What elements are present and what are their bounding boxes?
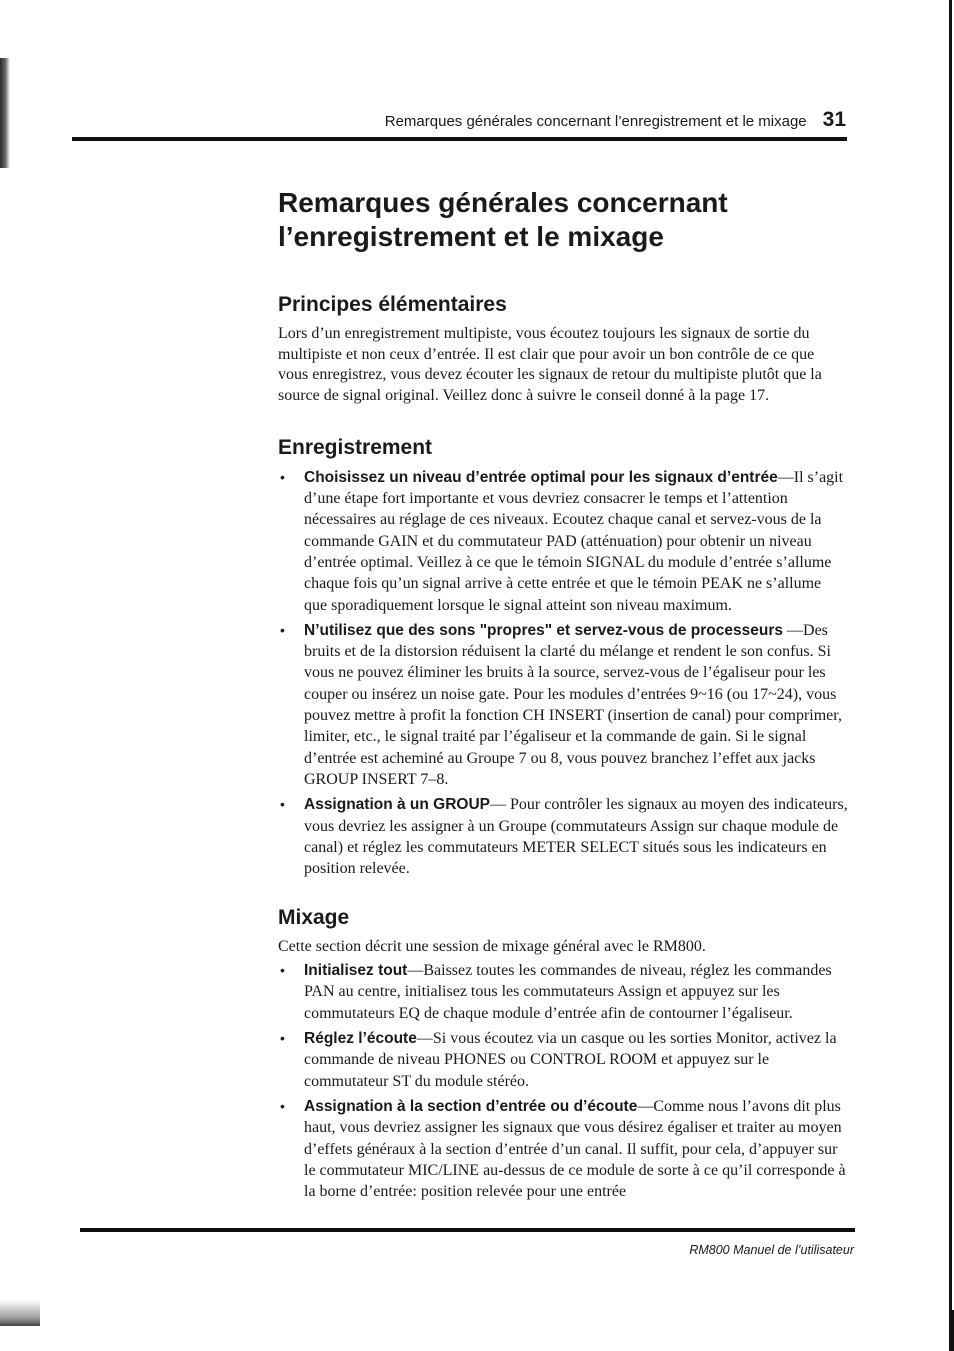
list-item: [278, 1096, 848, 1202]
scan-shadow-left: [0, 58, 10, 168]
list-item-text: —Si vous écoutez via un casque ou les sorties Monitor, activez la commande de niveau PHONES ou CONTROL ROOM et appuyez sur le commutateur ST du module stéréo.: [304, 1030, 837, 1090]
section-intro-mixage: Cette section décrit une session de mixage général avec le RM800.: [278, 938, 706, 956]
bullet-icon: •: [280, 962, 285, 979]
footer-text: RM800 Manuel de l’utilisateur: [689, 1243, 854, 1257]
page-number: 31: [822, 108, 846, 131]
enregistrement-list: [278, 467, 848, 880]
mixage-list: [278, 960, 848, 1202]
running-head-title: Remarques générales concernant l’enregistrement et le mixage: [384, 113, 807, 130]
list-item: [278, 620, 848, 790]
bullet-icon: •: [280, 1030, 285, 1047]
list-item-lead: Initialisez tout: [304, 962, 408, 980]
list-item-text: —Comme nous l’avons dit plus haut, vous devriez assigner les signaux que vous désirez égaliser et traiter au moyen d’effets généraux à la section d’entrée d’un canal. Il suffit, pour cela, d’appuyer sur le commutateur MIC/LINE au-dessus de ce module de sorte à ce qu’il corresponde à la borne d’entrée: position relevée pour une entrée: [304, 1097, 846, 1201]
section-heading-mixage: Mixage: [278, 906, 350, 930]
bullet-icon: •: [280, 468, 285, 485]
page-title-line-2: l’enregistrement et le mixage: [278, 221, 664, 252]
scan-border-right: [949, 0, 952, 1351]
running-head: [300, 108, 846, 132]
list-item-lead: Réglez l’écoute: [304, 1030, 417, 1048]
bullet-icon: •: [280, 621, 285, 638]
list-item-lead: Choisissez un niveau d’entrée optimal pour les signaux d’entrée: [304, 468, 778, 486]
footer-rule: [80, 1228, 855, 1232]
list-item: [278, 1028, 848, 1092]
section-principes: [278, 292, 848, 407]
list-item: [278, 794, 848, 879]
section-heading-principes: Principes élémentaires: [278, 293, 507, 316]
list-item-text: —Il s’agit d’une étape fort importante et vous devriez consacrer le temps et l’attention nécessaires au réglage de ces niveaux. Ecoutez chaque canal et servez-vous de la commande GAIN et du commutateur PAD (atténuation) pour obtenir un niveau d’entrée optimal. Veillez à ce que le témoin SIGNAL du module d’entrée s’allume chaque fois qu’un signal arrive à cette entrée et que le témoin PEAK ne s’allume que sporadiquement lorsque le signal atteint son niveau maximum.: [304, 468, 844, 614]
bullet-icon: •: [280, 1097, 285, 1114]
list-item-text: —Des bruits et de la distorsion réduisent la clarté du mélange et rendent le son confus. Si vous ne pouvez éliminer les bruits à la source, servez-vous de l’égaliseur pour les couper ou insérez un noise gate. Pour les modules d’entrées 9~16 (ou 17~24), vous pouvez mettre à profit la fonction CH INSERT (insertion de canal) pour comprimer, limiter, etc., le signal traité par l’égaliseur et la commande de gain. Si le signal d’entrée est acheminé au Groupe 7 ou 8, vous pouvez branchez l’effet aux jacks GROUP INSERT 7–8.: [304, 621, 842, 788]
section-mixage: [278, 905, 848, 1202]
list-item: [278, 960, 848, 1024]
section-paragraph-principes: Lors d’un enregistrement multipiste, vous écoutez toujours les signaux de sortie du multipiste et non ceux d’entrée. Il est clair que pour avoir un bon contrôle de ce que vous enregistrez, vous devez écouter les signaux de retour du multipiste plutôt que la source de signal original. Veillez donc à suivre le conseil donné à la page 17.: [278, 325, 822, 405]
list-item-lead: Assignation à un GROUP: [304, 796, 491, 814]
header-rule: [72, 137, 847, 141]
list-item-text: — Pour contrôler les signaux au moyen des indicateurs, vous devriez les assigner à un Groupe (commutateurs Assign sur chaque module de canal) et réglez les commutateurs METER SELECT situés sous les indicateurs en position relevée.: [304, 796, 848, 878]
scan-shadow-bottom: [0, 1300, 40, 1326]
list-item-lead: N’utilisez que des sons "propres" et servez-vous de processeurs: [304, 621, 784, 639]
list-item-text: —Baissez toutes les commandes de niveau, réglez les commandes PAN au centre, initialisez tous les commutateurs Assign et appuyez sur les commutateurs EQ de chaque module d’entrée afin de contourner l’égaliseur.: [304, 962, 832, 1022]
section-heading-enregistrement: Enregistrement: [278, 435, 433, 459]
bullet-icon: •: [280, 796, 285, 813]
page-title-line-1: Remarques générales concernant: [278, 187, 728, 218]
page-title: [278, 186, 848, 254]
list-item: [278, 467, 848, 616]
list-item-lead: Assignation à la section d’entrée ou d’écoute: [304, 1097, 638, 1115]
page-content: [278, 186, 848, 1222]
section-enregistrement: [278, 435, 848, 880]
